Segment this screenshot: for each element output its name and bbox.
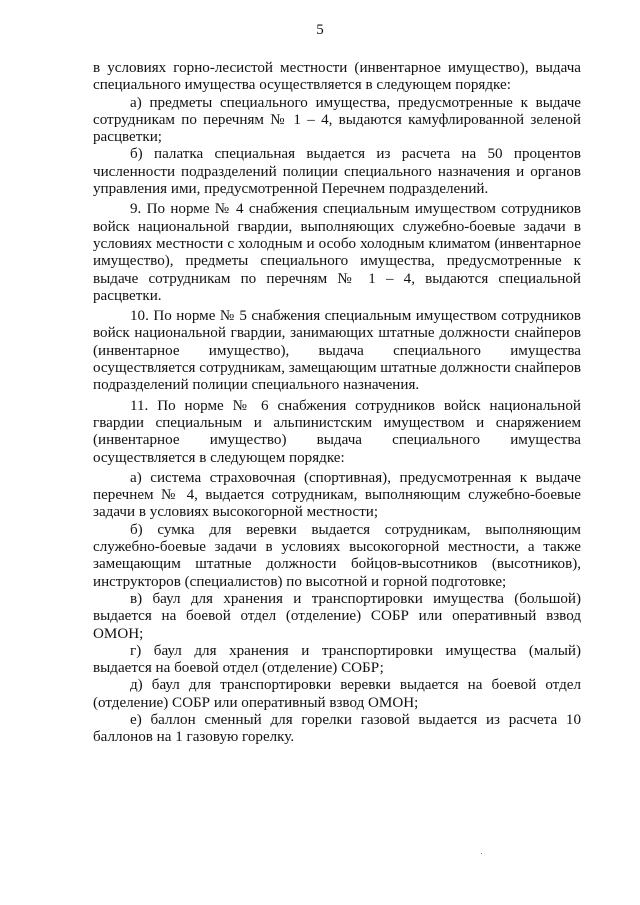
paragraph-11a: а) система страховочная (спортивная), предусмотренная к выдаче перечнем № 4, выдается сотрудникам, выполняющим служебно-боевые задачи в условиях высокогорной местности;	[93, 469, 581, 521]
paragraph-9: 9. По норме № 4 снабжения специальным имуществом сотрудников войск национальной гвардии, выполняющих служебно-боевые задачи в условиях местности с холодным и особо холодным климатом (инвентарное имущество), предметы специального имущества, предусмотренные к выдаче сотрудникам по перечням № 1 – 4, выдаются специальной расцветки.	[93, 201, 581, 304]
paragraph-continuation: в условиях горно-лесистой местности (инвентарное имущество), выдача специального имущества осуществляется в следующем порядке:	[93, 60, 581, 94]
scan-speck	[481, 853, 482, 854]
paragraph-10: 10. По норме № 5 снабжения специальным имуществом сотрудников войск национальной гвардии, занимающих штатные должности снайперов (инвентарное имущество), выдача специального имущества осуществляется сотрудникам, замещающим штатные должности снайперов подразделений полиции специального назначения.	[93, 308, 581, 394]
paragraph-11: 11. По норме № 6 снабжения сотрудников войск национальной гвардии специальным и альпинистским имуществом и снаряжением (инвентарное имущество) выдача специального имущества осуществляется в следующем порядке:	[93, 397, 581, 466]
paragraph-11e: д) баул для транспортировки веревки выдается на боевой отдел (отделение) СОБР или оперативный взвод ОМОН;	[93, 677, 581, 711]
document-body	[93, 60, 581, 747]
page-number: 5	[316, 22, 324, 38]
paragraph-11c: в) баул для хранения и транспортировки имущества (большой) выдается на боевой отдел (отделение) СОБР или оперативный взвод ОМОН;	[93, 590, 581, 642]
paragraph-8a: а) предметы специального имущества, предусмотренные к выдаче сотрудникам по перечням № 1 – 4, выдаются камуфлированной зеленой расцветки;	[93, 94, 581, 146]
paragraph-11b: б) сумка для веревки выдается сотрудникам, выполняющим служебно-боевые задачи в условиях высокогорной местности, а также замещающим штатные должности бойцов-высотников (высотников), инструкторов (специалистов) по высотной и горной подготовке;	[93, 521, 581, 590]
paragraph-8b: б) палатка специальная выдается из расчета на 50 процентов численности подразделений полиции специального назначения и органов управления ими, предусмотренной Перечнем подразделений.	[93, 146, 581, 198]
paragraph-11d: г) баул для хранения и транспортировки имущества (малый) выдается на боевой отдел (отделение) СОБР;	[93, 642, 581, 677]
paragraph-11f: е) баллон сменный для горелки газовой выдается из расчета 10 баллонов на 1 газовую горелку.	[93, 711, 581, 746]
